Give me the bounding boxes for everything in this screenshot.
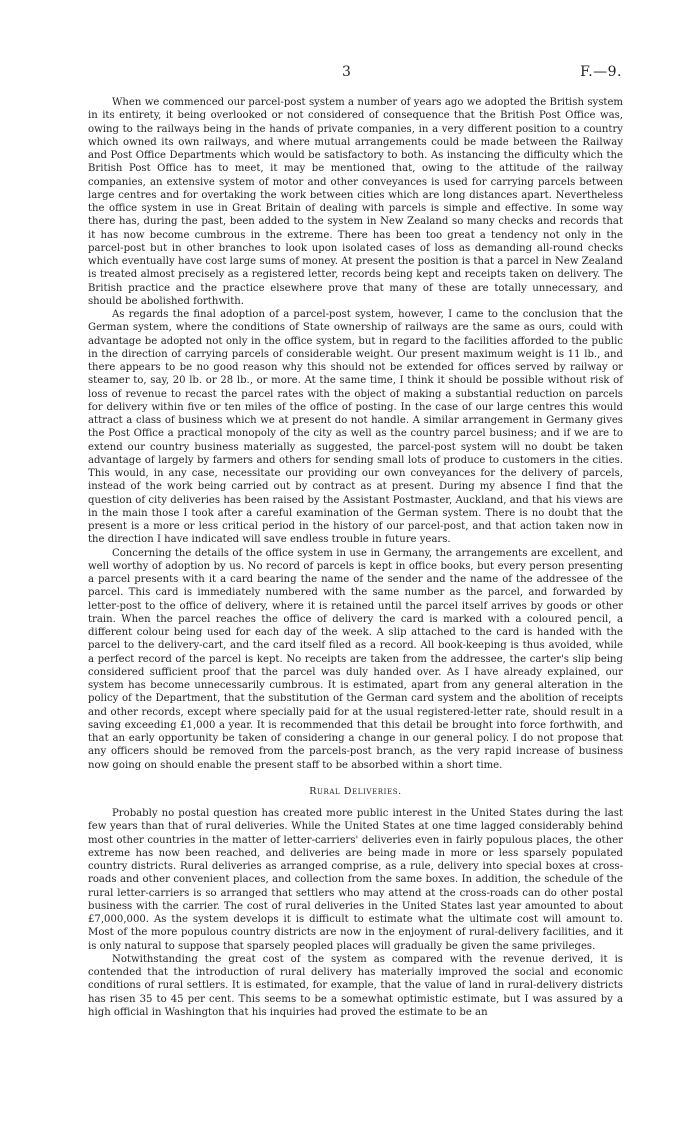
paragraph-german-office-system: Concerning the details of the office system in use in Germany, the arrangements are excellent, and well worthy of adoption by us. No record of parcels is kept in office books, but every person presenting a parcel presents with it a card bearing the name of the sender and the name of the addressee of the parcel. This card is immediately numbered with the same number as the parcel, and forwarded by letter-post to the office of delivery, where it is retained until the parcel itself arrives by goods or other train. When the parcel reaches the office of delivery the card is marked with a coloured pencil, a different colour being used for each day of the week. A slip attached to the card is handed with the parcel to the delivery-cart, and the card itself filed as a record. All book-keeping is thus avoided, while a perfect record of the parcel is kept. No receipts are taken from the addressee, the carter's slip being considered sufficient proof that the parcel was duly handed over. As I have already explained, our system has become unnecessarily cumbrous. It is estimated, apart from any general alteration in the policy of the Department, that the substitution of the German card system and the abolition of receipts and other records, except where specially paid for at the usual registered-letter rate, should result in a saving exceeding £1,000 a year. It is recommended that this detail be brought into force forthwith, and that an early opportunity be taken of considering a change in our general policy. I do not propose that any officers should be removed from the parcels-post branch, as the very rapid increase of business now going on should enable the present staff to be absorbed within a short time. — [88, 547, 623, 771]
document-reference: F.—9. — [580, 64, 622, 80]
paragraph-rural-deliveries-cost: Notwithstanding the great cost of the system as compared with the revenue derived, it is contended that the introduction of rural delivery has materially improved the social and economic conditions of rural settlers. It is estimated, for example, that the value of land in rural-delivery districts has risen 35 to 45 per cent. This seems to be a somewhat optimistic estimate, but I was assured by a high official in Washington that his inquiries had proved the estimate to be an — [88, 953, 623, 1018]
paragraph-parcel-post-intro: When we commenced our parcel-post system a number of years ago we adopted the British system in its entirety, it being overlooked or not considered of consequence that the British Post Office was, owing to the railways being in the hands of private companies, in a very different position to a country which owned its own railways, and where mutual arrangements could be made between the Railway and Post Office Departments which would be satisfactory to both. As instancing the difficulty which the British Post Office has to meet, it may be mentioned that, owing to the attitude of the railway companies, an extensive system of motor and other conveyances is used for carrying parcels between large centres and for overtaking the work between cities which are long distances apart. Nevertheless the office system in use in Great Britain of dealing with parcels is simple and effective. In some way there has, during the past, been added to the system in New Zealand so many checks and records that it has now become cumbrous in the extreme. There has been too great a tendency not only in the parcel-post but in other branches to look upon isolated cases of loss as demanding all-round checks which eventually have cost large sums of money. At present the position is that a parcel in New Zealand is treated almost precisely as a registered letter, records being kept and receipts taken on delivery. The British practice and the practice elsewhere prove that many of these are totally unnecessary, and should be abolished forthwith. — [88, 97, 623, 307]
section-heading-rural-deliveries: Rural Deliveries. — [309, 785, 402, 797]
paragraph-rural-deliveries-us: Probably no postal question has created more public interest in the United States during the last few years than that of rural deliveries. While the United States at one time lagged considerably behind most other countries in the matter of letter-carriers' deliveries even in fairly populous places, the other extreme has now been reached, and deliveries are being made in more or less sparsely populated country districts. Rural deliveries as arranged comprise, as a rule, delivery into special boxes at cross-roads and other convenient places, and collection from the same boxes. In addition, the schedule of the rural letter-carriers is so arranged that settlers who may attend at the cross-roads can do other postal business with the carrier. The cost of rural deliveries in the United States last year amounted to about £7,000,000. As the system develops it is difficult to estimate what the ultimate cost will amount to. Most of the more populous country districts are now in the enjoyment of rural-delivery facilities, and it is only natural to suppose that sparsely peopled places will gradually be given the same privileges. — [88, 808, 623, 952]
body-text — [88, 96, 623, 1019]
page-number: 3 — [342, 64, 352, 80]
paragraph-parcel-post-adoption: As regards the final adoption of a parcel-post system, however, I came to the conclusion that the German system, where the conditions of State ownership of railways are the same as ours, could with advantage be adopted not only in the office system, but in regard to the facilities afforded to the public in the direction of carrying parcels of considerable weight. Our present maximum weight is 11 lb., and there appears to be no good reason why this should not be extended for offices served by railway or steamer to, say, 20 lb. or 28 lb., or more. At the same time, I think it should be possible without risk of loss of revenue to recast the parcel rates with the object of making a substantial reduction on parcels for delivery within five or ten miles of the office of posting. In the case of our large centres this would attract a class of business which we at present do not handle. A similar arrangement in Germany gives the Post Office a practical monopoly of the city as well as the country parcel business; and if we are to extend our country business materially as suggested, the parcel-post system will no doubt be taken advantage of largely by farmers and others for sending small lots of produce to customers in the cities. This would, in any case, necessitate our providing our own conveyances for the delivery of parcels, instead of the work being carried out by contract as at present. During my absence I find that the question of city deliveries has been raised by the Assistant Postmaster, Auckland, and that his views are in the main those I took after a careful examination of the German system. There is no doubt that the present is a more or less critical period in the history of our parcel-post, and that action taken now in the direction I have indicated will save endless trouble in future years. — [88, 309, 623, 546]
